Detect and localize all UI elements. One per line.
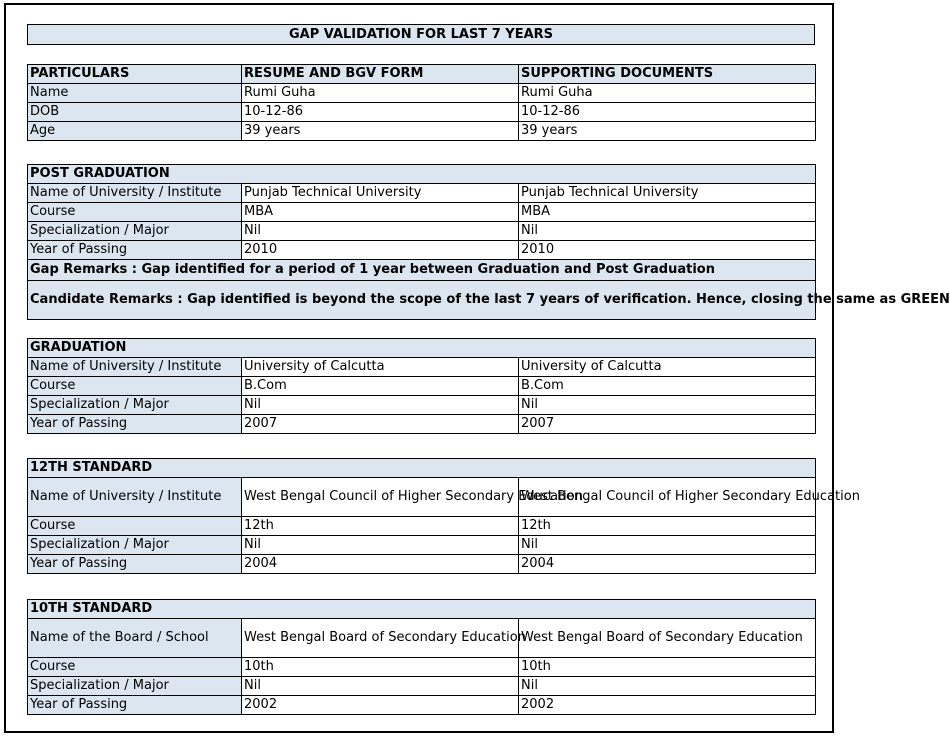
resume-value: 39 years	[242, 122, 519, 141]
row-label: Specialization / Major	[28, 536, 242, 555]
table-row	[28, 203, 816, 222]
section-heading: 10TH STANDARD	[28, 600, 816, 619]
table-row	[28, 517, 816, 536]
supporting-value: 10-12-86	[519, 103, 816, 122]
row-label: Name	[28, 84, 242, 103]
header-supporting: SUPPORTING DOCUMENTS	[519, 65, 816, 84]
table-row	[28, 696, 816, 715]
resume-value: West Bengal Board of Secondary Education	[242, 619, 519, 658]
table-row	[28, 658, 816, 677]
table-header-row	[28, 65, 816, 84]
supporting-value: Nil	[519, 222, 816, 241]
row-label: Specialization / Major	[28, 677, 242, 696]
table-row	[28, 122, 816, 141]
row-label: DOB	[28, 103, 242, 122]
row-label: Year of Passing	[28, 415, 242, 434]
row-label: Specialization / Major	[28, 396, 242, 415]
row-label: Course	[28, 517, 242, 536]
resume-value: Nil	[242, 222, 519, 241]
section-heading: POST GRADUATION	[28, 165, 816, 184]
supporting-value: West Bengal Board of Secondary Education	[519, 619, 816, 658]
supporting-value: Nil	[519, 677, 816, 696]
table-row	[28, 222, 816, 241]
supporting-value: Nil	[519, 396, 816, 415]
supporting-value: 10th	[519, 658, 816, 677]
supporting-value: 39 years	[519, 122, 816, 141]
resume-value: 2002	[242, 696, 519, 715]
table-row	[28, 536, 816, 555]
resume-value: 10-12-86	[242, 103, 519, 122]
supporting-value: West Bengal Council of Higher Secondary Education	[519, 478, 816, 517]
supporting-value: Nil	[519, 536, 816, 555]
table-row	[28, 358, 816, 377]
supporting-value: 2004	[519, 555, 816, 574]
table-row	[28, 619, 816, 658]
supporting-value: 2002	[519, 696, 816, 715]
resume-value: University of Calcutta	[242, 358, 519, 377]
table-row	[28, 415, 816, 434]
resume-value: Nil	[242, 396, 519, 415]
resume-value: 2007	[242, 415, 519, 434]
table-row	[28, 184, 816, 203]
supporting-value: MBA	[519, 203, 816, 222]
supporting-value: 2010	[519, 241, 816, 260]
table-row	[28, 396, 816, 415]
table-row	[28, 555, 816, 574]
standard-10-table	[27, 599, 816, 715]
row-label: Course	[28, 658, 242, 677]
candidate-remarks: Candidate Remarks : Gap identified is beyond the scope of the last 7 years of verification. Hence, closing the same as GREEN	[28, 281, 816, 320]
particulars-table	[27, 64, 816, 141]
header-particulars: PARTICULARS	[28, 65, 242, 84]
resume-value: 10th	[242, 658, 519, 677]
resume-value: West Bengal Council of Higher Secondary Education	[242, 478, 519, 517]
table-row	[28, 478, 816, 517]
row-label: Course	[28, 377, 242, 396]
supporting-value: Rumi Guha	[519, 84, 816, 103]
resume-value: Punjab Technical University	[242, 184, 519, 203]
supporting-value: University of Calcutta	[519, 358, 816, 377]
resume-value: 2004	[242, 555, 519, 574]
row-label: Name of University / Institute	[28, 184, 242, 203]
graduation-table	[27, 338, 816, 434]
standard-12-table	[27, 458, 860, 574]
supporting-value: B.Com	[519, 377, 816, 396]
header-resume: RESUME AND BGV FORM	[242, 65, 519, 84]
supporting-value: Punjab Technical University	[519, 184, 816, 203]
row-label: Name of University / Institute	[28, 358, 242, 377]
row-label: Year of Passing	[28, 241, 242, 260]
resume-value: Nil	[242, 677, 519, 696]
table-row	[28, 241, 816, 260]
section-heading: GRADUATION	[28, 339, 816, 358]
row-label: Course	[28, 203, 242, 222]
row-label: Name of the Board / School	[28, 619, 242, 658]
row-label: Specialization / Major	[28, 222, 242, 241]
resume-value: Nil	[242, 536, 519, 555]
table-row	[28, 377, 816, 396]
supporting-value: 12th	[519, 517, 816, 536]
row-label: Year of Passing	[28, 555, 242, 574]
row-label: Age	[28, 122, 242, 141]
table-row	[28, 677, 816, 696]
gap-remarks: Gap Remarks : Gap identified for a period of 1 year between Graduation and Post Graduation	[28, 260, 816, 281]
resume-value: Rumi Guha	[242, 84, 519, 103]
supporting-value: 2007	[519, 415, 816, 434]
resume-value: 2010	[242, 241, 519, 260]
section-heading: 12TH STANDARD	[28, 459, 816, 478]
row-label: Name of University / Institute	[28, 478, 242, 517]
table-row	[28, 84, 816, 103]
resume-value: MBA	[242, 203, 519, 222]
resume-value: 12th	[242, 517, 519, 536]
resume-value: B.Com	[242, 377, 519, 396]
table-row	[28, 103, 816, 122]
page-title: GAP VALIDATION FOR LAST 7 YEARS	[27, 24, 815, 45]
row-label: Year of Passing	[28, 696, 242, 715]
post-graduation-table	[27, 164, 950, 320]
